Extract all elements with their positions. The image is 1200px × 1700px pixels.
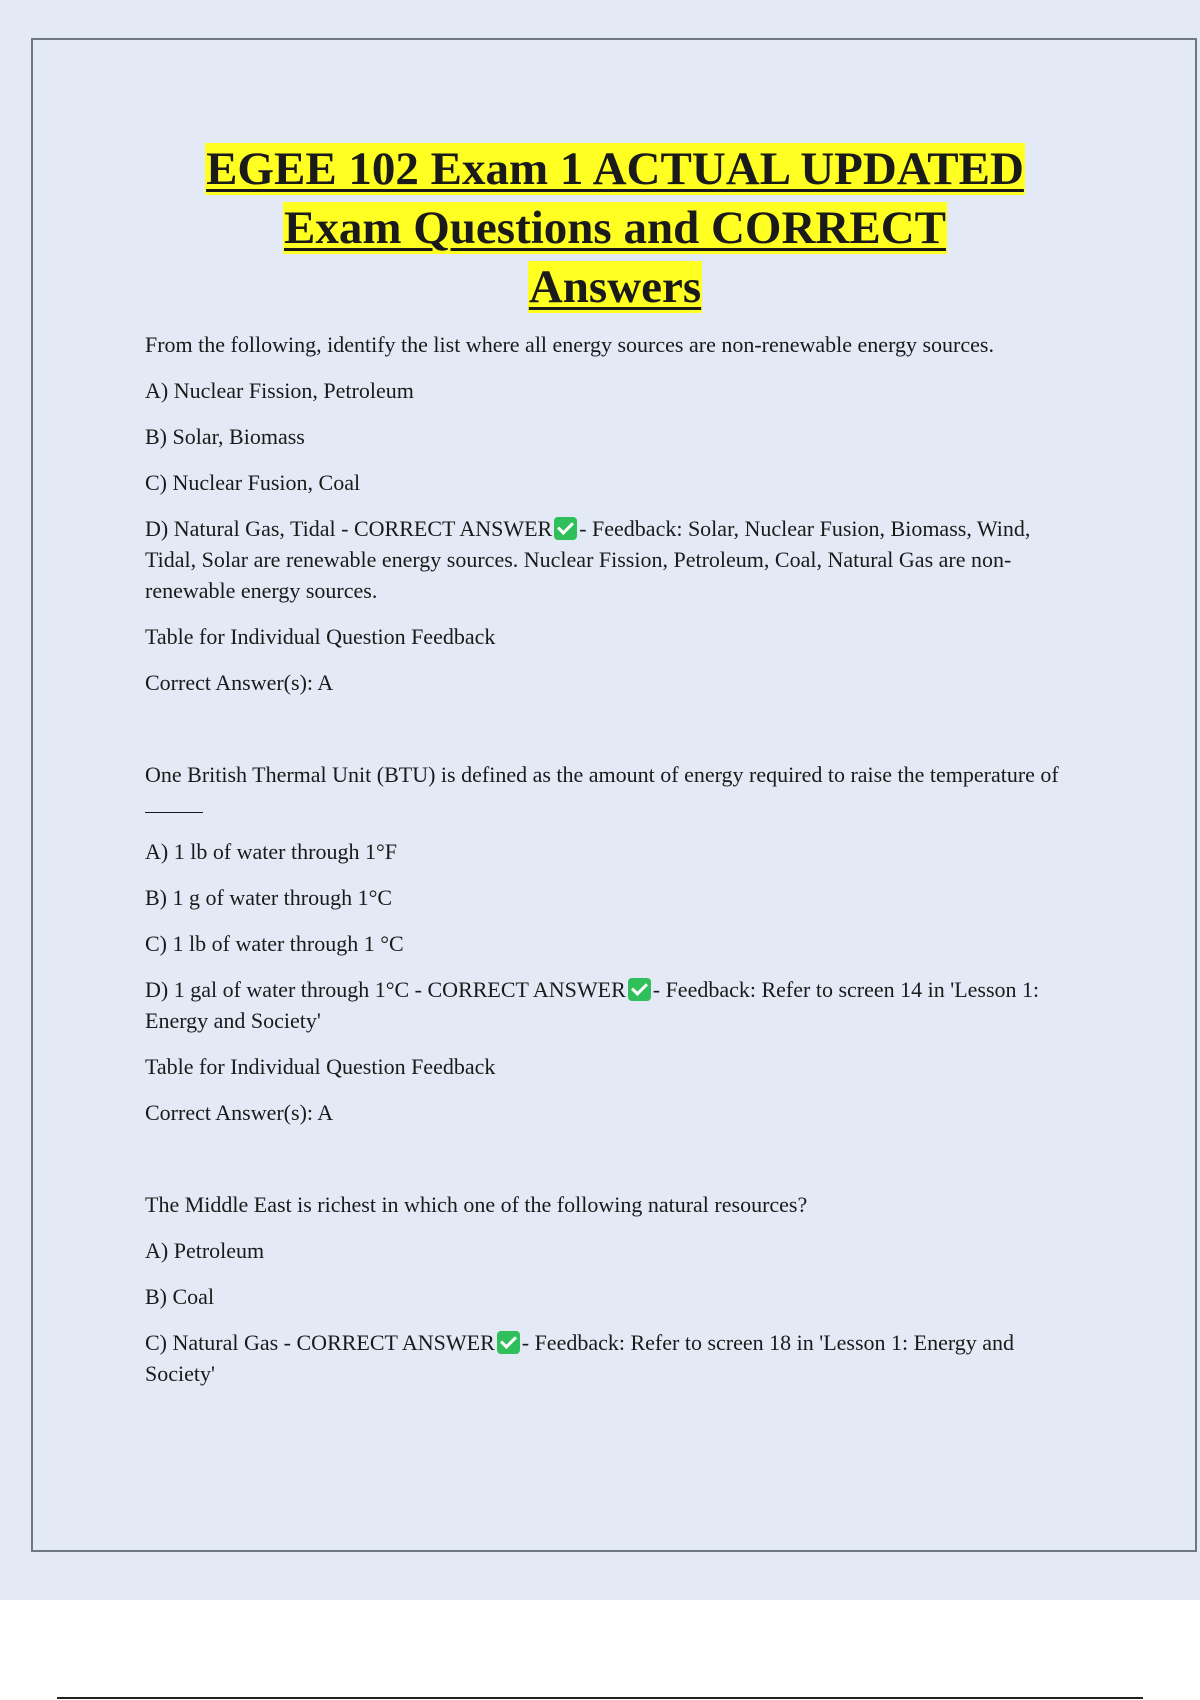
question-text-body: One British Thermal Unit (BTU) is defined as the amount of energy required to raise the temperature of xyxy=(145,762,1059,787)
check-box-icon xyxy=(497,1331,520,1354)
question-block-2 xyxy=(145,759,1085,1128)
correct-answer-line xyxy=(145,513,1085,606)
option-a: A) Petroleum xyxy=(145,1238,265,1263)
answer-prefix: D) Natural Gas, Tidal - CORRECT ANSWER xyxy=(145,516,553,541)
option-c: C) 1 lb of water through 1 °C xyxy=(145,931,404,956)
check-box-icon xyxy=(628,978,651,1001)
footer-rule xyxy=(57,1697,1143,1699)
answer-feedback: - Feedback: Refer to screen 18 in 'Lesson 1: Energy and Society' xyxy=(145,1330,1015,1386)
answer-prefix: C) Natural Gas - CORRECT ANSWER xyxy=(145,1330,495,1355)
correct-answers-label: Correct Answer(s): A xyxy=(145,670,334,695)
option-b: B) 1 g of water through 1°C xyxy=(145,885,393,910)
option-a: A) 1 lb of water through 1°F xyxy=(145,839,397,864)
correct-answer-line xyxy=(145,974,1085,1036)
feedback-table-label: Table for Individual Question Feedback xyxy=(145,1054,496,1079)
correct-answer-line xyxy=(145,1327,1085,1389)
answer-feedback: - Feedback: Solar, Nuclear Fusion, Biomass, Wind, Tidal, Solar are renewable energy sources. Nuclear Fission, Petroleum, Coal, Natural Gas are non-renewable energy sources. xyxy=(145,516,1031,603)
title-line-3: Answers xyxy=(528,261,702,313)
question-text xyxy=(145,759,1085,821)
answer-prefix: D) 1 gal of water through 1°C - CORRECT ANSWER xyxy=(145,977,626,1002)
option-a: A) Nuclear Fission, Petroleum xyxy=(145,378,414,403)
question-text: The Middle East is richest in which one of the following natural resources? xyxy=(145,1192,808,1217)
title-line-2: Exam Questions and CORRECT xyxy=(283,202,947,254)
option-c: C) Nuclear Fusion, Coal xyxy=(145,470,361,495)
question-block-1 xyxy=(145,329,1085,698)
question-text: From the following, identify the list where all energy sources are non-renewable energy sources. xyxy=(145,332,994,357)
document-body xyxy=(145,140,1085,1404)
answer-blank xyxy=(145,790,203,813)
question-block-3 xyxy=(145,1189,1085,1389)
correct-answers-label: Correct Answer(s): A xyxy=(145,1100,334,1125)
check-box-icon xyxy=(554,517,577,540)
feedback-table-label: Table for Individual Question Feedback xyxy=(145,624,496,649)
title-line-1: EGEE 102 Exam 1 ACTUAL UPDATED xyxy=(206,143,1024,195)
answer-feedback: - Feedback: Refer to screen 14 in 'Lesson 1: Energy and Society' xyxy=(145,977,1040,1033)
document-title xyxy=(145,140,1085,317)
option-b: B) Coal xyxy=(145,1284,215,1309)
option-b: B) Solar, Biomass xyxy=(145,424,305,449)
